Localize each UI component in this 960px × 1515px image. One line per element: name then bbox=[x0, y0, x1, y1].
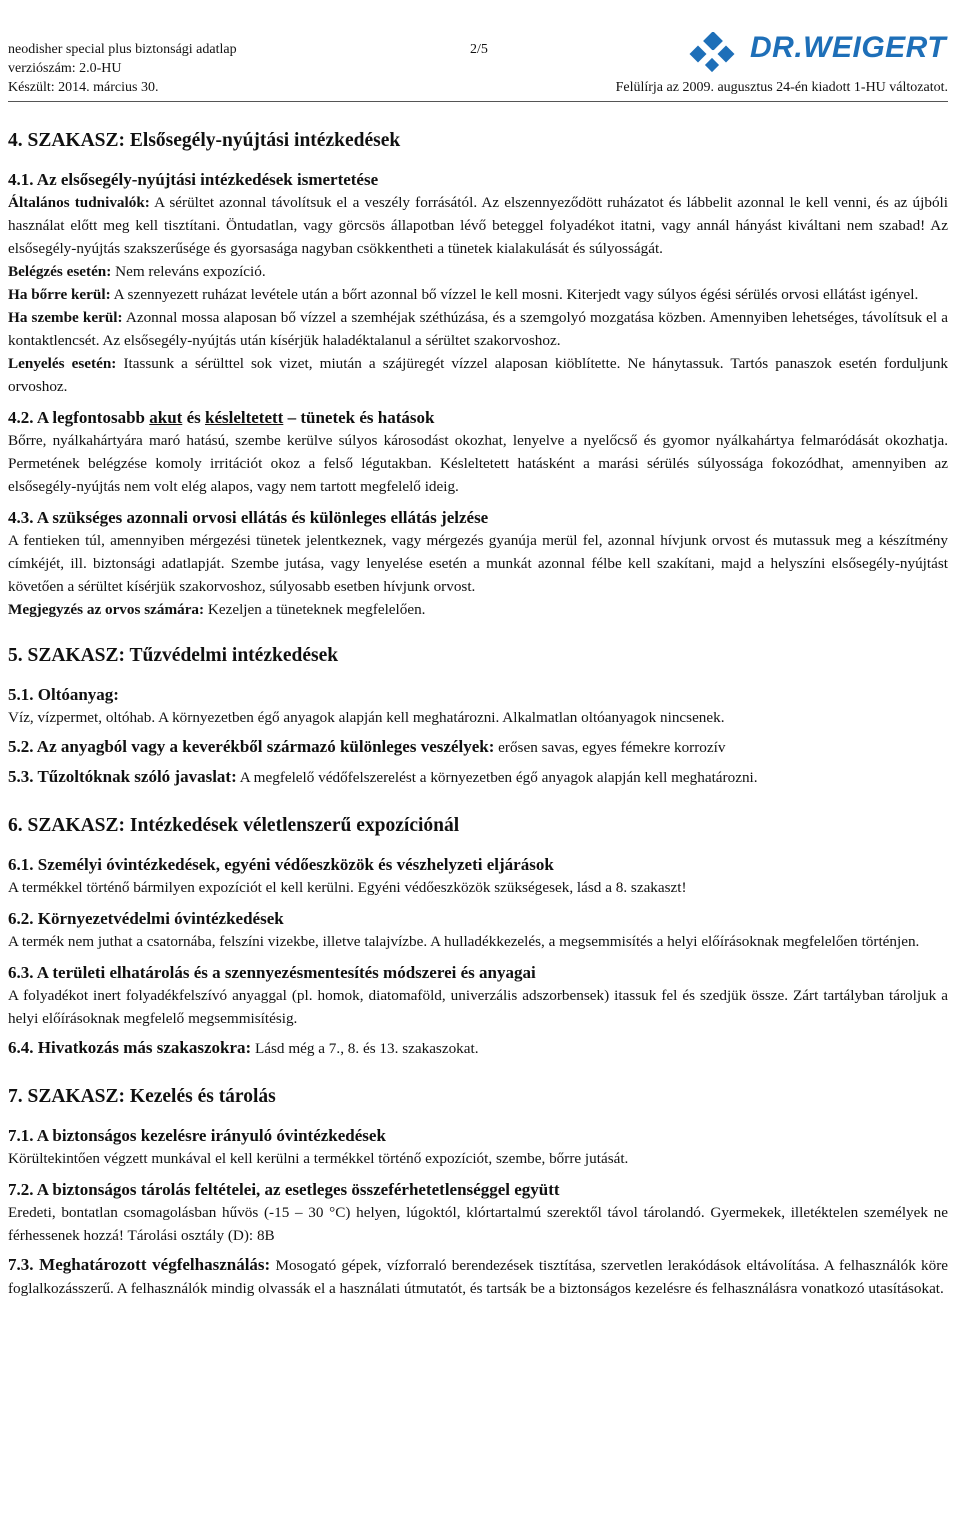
section-4-title: 4. SZAKASZ: Elsősegély-nyújtási intézkedések bbox=[8, 130, 401, 151]
skin-text: A szennyezett ruházat levétele után a bőrt azonnal bő vízzel le kell mosni. Kiterjedt vagy súlyos égési sérülés orvosi ellátást igényel. bbox=[113, 286, 919, 303]
logo-text: DR.WEIGERT bbox=[750, 31, 947, 64]
symptoms-text: Bőrre, nyálkahártyára maró hatású, szembe kerülve súlyos károsodást okozhat, lenyelve a nyelőcső és gyomor nyálkahártya felmaródását okozhatja. Permetének belégzése komoly irritációt okoz a felső légutakban. Késleltetett hatásként a marási sérülés súlyossága fokozódhat, amennyiben az elsősegély-nyújtás nem volt elég alapos, vagy nem tartott megfelelő ideig. bbox=[8, 432, 948, 495]
logo-mark-icon bbox=[686, 32, 742, 74]
heading-6-3: 6.3. A területi elhatárolás és a szennyezésmentesítés módszerei és anyagai bbox=[8, 963, 536, 982]
page-header bbox=[8, 31, 948, 100]
heading-4-2-part-f: és hatások bbox=[359, 408, 435, 427]
doctor-note bbox=[8, 598, 948, 621]
document-body bbox=[8, 128, 948, 1300]
medical-attention-text: A fentieken túl, amennyiben mérgezési tünetek jelentkeznek, vagy mérgezés gyanúja merül fel, azonnal hívjunk orvost és mutassuk meg a készítmény címkéjét, ill. biztonsági adatlapját. Szembe jutása, vagy lenyelése esetén a munkát azonnal félbe kell szakítani, majd a helyszíni elsősegély-nyújtást követően a sérültet kísérjük szakorvoshoz, súlyosabb esetben hívjunk orvost. bbox=[8, 532, 948, 595]
heading-4-2-part-b: akut bbox=[149, 408, 183, 427]
containment-text: A folyadékot inert folyadékfelszívó anyaggal (pl. homok, diatomaföld, univerzális adszorbensek) itassuk fel és szedjük össze. Zárt tartályban tároljuk a helyi előírásoknak megfelelő megsemmisítésig. bbox=[8, 987, 948, 1027]
version-number: verziószám: 2.0-HU bbox=[8, 61, 122, 76]
heading-4-1: 4.1. Az elsősegély-nyújtási intézkedések ismertetése bbox=[8, 170, 379, 189]
supersedes-note: Felülírja az 2009. augusztus 24-én kiadott 1-HU változatot. bbox=[615, 80, 948, 95]
special-hazards-text: erősen savas, egyes fémekre korrozív bbox=[498, 739, 726, 756]
firefighter-advice-text: A megfelelő védőfelszerelést a környezetben égő anyagok alapján kell meghatározni. bbox=[239, 769, 758, 786]
heading-4-2-part-c: és bbox=[186, 408, 201, 427]
end-use-text: Mosogató gépek, vízforraló berendezések tisztítása, szervetlen lerakódások eltávolítása. A felhasználók köre foglalkozásszerű. A felhasználók mindig olvassák el a használati útmutatót, és tartsák be a biztonságos kezelésre és felhasználásra vonatkozó utasításokat. bbox=[8, 1257, 949, 1297]
dr-weigert-logo bbox=[686, 32, 948, 74]
heading-4-3: 4.3. A szükséges azonnali orvosi ellátás és különleges ellátás jelzése bbox=[8, 508, 489, 527]
heading-7-1: 7.1. A biztonságos kezelésre irányuló óvintézkedések bbox=[8, 1126, 386, 1145]
heading-6-2: 6.2. Környezetvédelmi óvintézkedések bbox=[8, 909, 284, 928]
eye-text: Azonnal mossa alaposan bő vízzel a szemhéjak széthúzása, és a szemgolyó mozgatása közben. Amennyiben lehetséges, távolítsuk el a kontaktlencsét. Az elsősegély-nyújtás után kísérjük haladéktalanul a sérültet szakorvoshoz. bbox=[8, 309, 948, 349]
skin-contact-info bbox=[8, 283, 948, 306]
personal-precautions-text: A termékkel történő bármilyen expozíciót el kell kerülni. Egyéni védőeszközök szükségesek, lásd a 8. szakaszt! bbox=[8, 879, 687, 896]
heading-4-2-part-a: A legfontosabb bbox=[36, 408, 145, 427]
heading-7-2: 7.2. A biztonságos tárolás feltételei, az esetleges összeférhetetlenséggel együtt bbox=[8, 1180, 560, 1199]
heading-4-2-part-d: késleltetett bbox=[204, 408, 284, 427]
heading-4-2 bbox=[8, 406, 948, 429]
heading-5-2: 5.2. Az anyagból vagy a keverékből származó különleges veszélyek: bbox=[8, 737, 495, 756]
ingestion-info bbox=[8, 352, 948, 398]
inhalation-text: Nem releváns expozíció. bbox=[115, 263, 266, 280]
general-label: Általános tudnivalók: bbox=[8, 194, 150, 211]
section-7-title: 7. SZAKASZ: Kezelés és tárolás bbox=[8, 1086, 276, 1107]
ingestion-label: Lenyelés esetén: bbox=[8, 355, 117, 372]
doctor-note-text: Kezeljen a tüneteknek megfelelően. bbox=[207, 601, 426, 618]
special-hazards bbox=[8, 735, 948, 759]
heading-6-4: 6.4. Hivatkozás más szakaszokra: bbox=[8, 1038, 252, 1057]
other-sections-text: Lásd még a 7., 8. és 13. szakaszokat. bbox=[255, 1040, 479, 1057]
general-info bbox=[8, 191, 948, 260]
heading-4-2-part-e: – tünetek bbox=[287, 408, 356, 427]
general-text: A sérültet azonnal távolítsuk el a veszély forrásától. Az elszennyeződött ruházatot és lábbelit azonnal le kell venni, és az újbóli használat előtt meg kell tisztítani. Öntudatlan, vagy görcsös állapotban lévő beteggel folyadékot itatni, vagy annál hányást kiváltani nem szabad! Az elsősegély-nyújtás szakszerűsége és gyorsasága nagyban csökkentheti a tünetek kialakulását és súlyosságát. bbox=[8, 194, 948, 257]
ingestion-text: Itassunk a sérülttel sok vizet, miután a szájüregét vízzel alaposan kiöblítette. Ne hánytassuk. Tartós panaszok esetén forduljunk orvoshoz. bbox=[8, 355, 949, 395]
extinguishing-media-text: Víz, vízpermet, oltóhab. A környezetben égő anyagok alapján kell meghatározni. Alkalmatlan oltóanyagok nincsenek. bbox=[8, 709, 725, 726]
safe-storage-text: Eredeti, bontatlan csomagolásban hűvös (-15 – 30 °C) helyen, lúgoktól, klórtartalmú szerektől távol tárolandó. Gyermekek, illetéktelen személyek ne férhessenek hozzá! Tárolási osztály (D): 8B bbox=[8, 1204, 948, 1244]
page-number: 2/5 bbox=[470, 42, 488, 57]
end-use bbox=[8, 1253, 948, 1300]
section-5-title: 5. SZAKASZ: Tűzvédelmi intézkedések bbox=[8, 645, 339, 666]
inhalation-label: Belégzés esetén: bbox=[8, 263, 112, 280]
product-name: neodisher special plus biztonsági adatlap bbox=[8, 42, 237, 57]
heading-5-1: 5.1. Oltóanyag: bbox=[8, 685, 119, 704]
header-left bbox=[8, 40, 237, 97]
section-6-title: 6. SZAKASZ: Intézkedések véletlenszerű expozíciónál bbox=[8, 815, 460, 836]
safe-handling-text: Körültekintően végzett munkával el kell kerülni a termékkel történő expozíciót, szembe, bőrre jutását. bbox=[8, 1150, 629, 1167]
doctor-note-label: Megjegyzés az orvos számára: bbox=[8, 601, 205, 618]
created-date: Készült: 2014. március 30. bbox=[8, 80, 159, 95]
inhalation-info bbox=[8, 260, 948, 283]
heading-6-1: 6.1. Személyi óvintézkedések, egyéni védőeszközök és vészhelyzeti eljárások bbox=[8, 855, 554, 874]
firefighter-advice bbox=[8, 765, 948, 789]
heading-5-3: 5.3. Tűzoltóknak szóló javaslat: bbox=[8, 767, 237, 786]
heading-7-3: 7.3. Meghatározott végfelhasználás: bbox=[8, 1255, 271, 1274]
header-divider bbox=[8, 101, 948, 102]
skin-label: Ha bőrre kerül: bbox=[8, 286, 111, 303]
other-sections-ref bbox=[8, 1036, 948, 1060]
eye-label: Ha szembe kerül: bbox=[8, 309, 123, 326]
environmental-precautions-text: A termék nem juthat a csatornába, felszíni vizekbe, illetve talajvízbe. A hulladékkezelés, a megsemmisítés a helyi előírásoknak megfelelően történjen. bbox=[8, 933, 920, 950]
heading-4-2-number: 4.2. bbox=[8, 408, 34, 427]
eye-contact-info bbox=[8, 306, 948, 352]
